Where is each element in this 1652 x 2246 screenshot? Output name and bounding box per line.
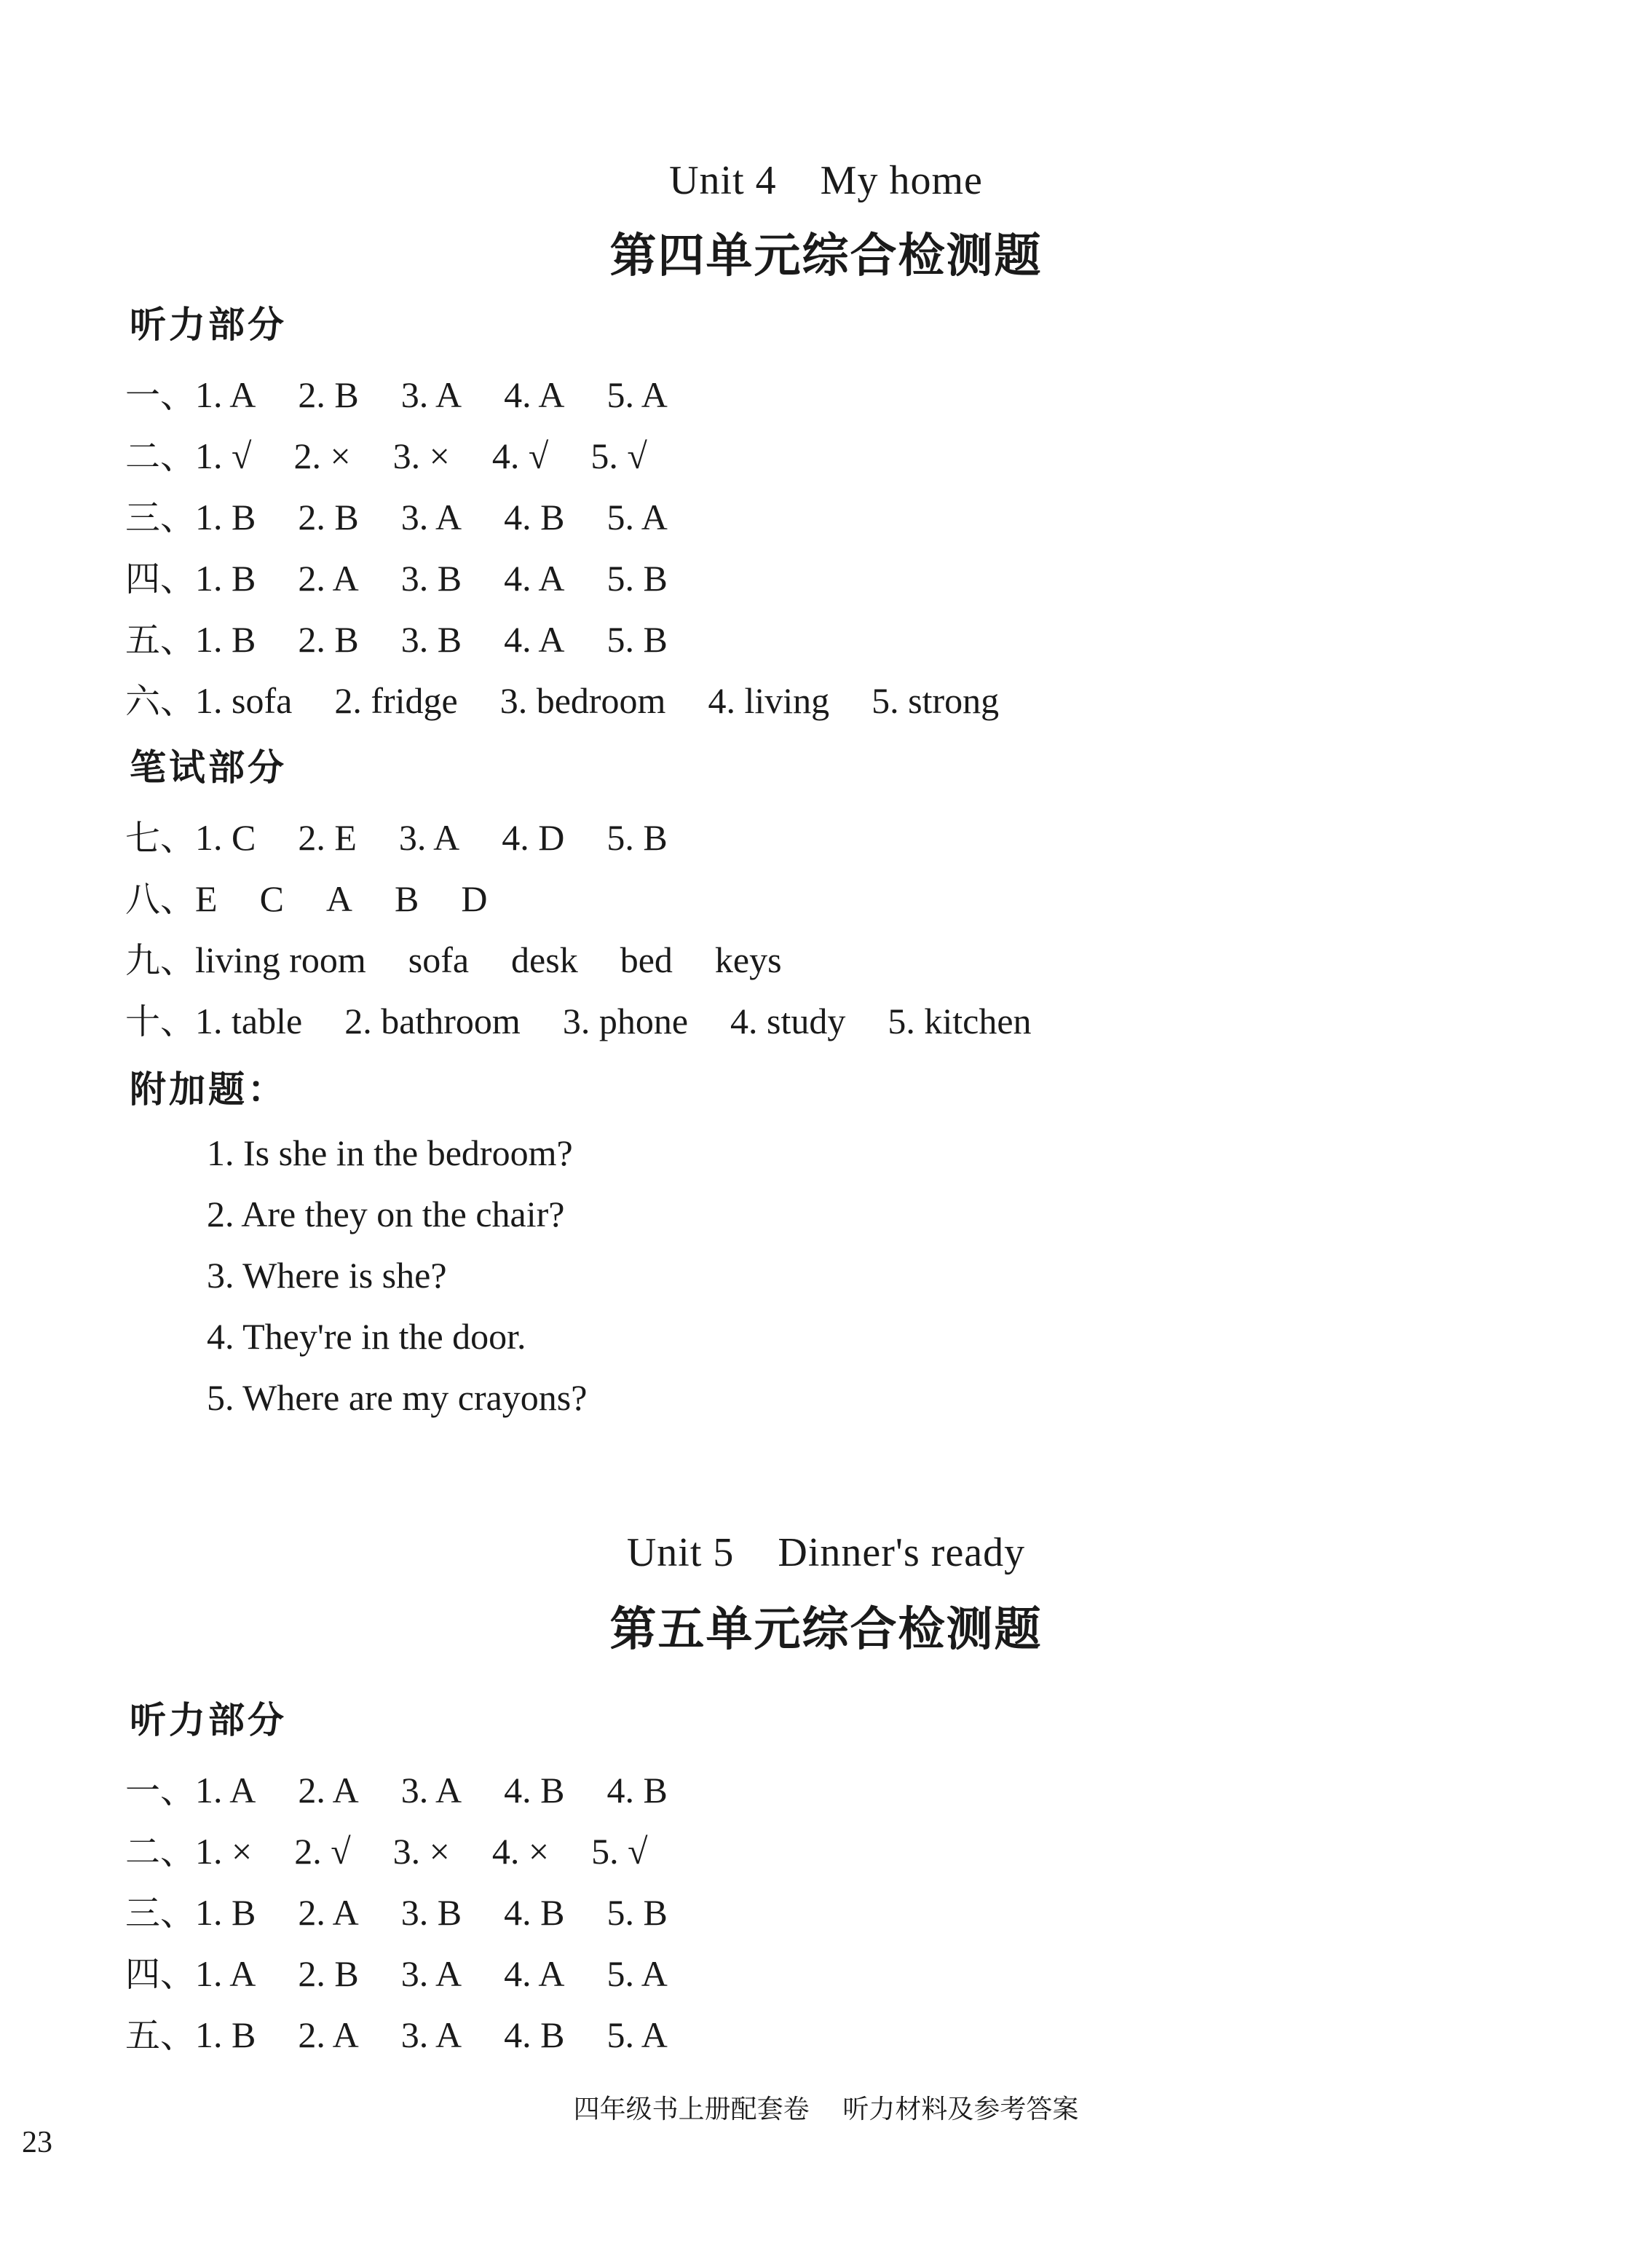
answer-row (125, 1885, 710, 1936)
answer-item: 2. bathroom (344, 1001, 521, 1041)
question-number: 二、 (125, 436, 196, 477)
answer-item: 3. bedroom (499, 680, 666, 721)
extra-answer: 4. They're in the door. (207, 1316, 526, 1357)
unit4-written-header: 笔试部分 (130, 746, 287, 789)
answer-row (125, 810, 710, 861)
answer-item: sofa (408, 939, 470, 980)
answer-item: 1. B (195, 558, 256, 599)
answer-item: 4. × (491, 1831, 550, 1872)
answer-item: 2. × (293, 436, 351, 476)
question-number: 三、 (125, 1893, 196, 1934)
answer-item: 1. A (195, 1770, 256, 1810)
question-number: 六、 (125, 681, 196, 722)
answer-item: 2. A (298, 1770, 359, 1810)
answer-item: 5. B (606, 1892, 668, 1933)
answer-item: desk (511, 939, 578, 980)
unit5-title-en: Unit 5 Dinner's ready (626, 1530, 1026, 1575)
answer-item: C (259, 878, 284, 919)
answer-row (125, 1762, 710, 1813)
question-number: 四、 (125, 1954, 196, 1995)
answer-item: 5. A (606, 2014, 668, 2055)
unit4-title-cn: 第四单元综合检测题 (609, 229, 1043, 283)
answer-item: 5. A (606, 1953, 668, 1994)
answer-item: 3. A (400, 1953, 462, 1994)
answer-item: 1. B (195, 619, 256, 660)
extra-answer: 2. Are they on the chair? (207, 1194, 565, 1234)
answer-item: 5. B (606, 619, 668, 660)
question-number: 三、 (125, 497, 196, 538)
answer-row (125, 871, 530, 922)
answer-item: 4. A (504, 1953, 565, 1994)
answer-item: 3. × (392, 1831, 450, 1872)
answer-row (125, 2007, 710, 2058)
answer-item: 4. A (504, 558, 565, 599)
answer-item: 1. B (195, 497, 256, 537)
answer-item: 2. E (298, 817, 357, 858)
answer-item: 1. B (195, 1892, 256, 1933)
unit4-title-en: Unit 4 My home (669, 158, 983, 203)
answer-item: 3. B (400, 558, 462, 599)
answer-item: 2. B (298, 1953, 359, 1994)
extra-answer: 3. Where is she? (207, 1255, 447, 1296)
answer-row (125, 1946, 710, 1997)
answer-item: 1. √ (195, 436, 252, 476)
question-number: 八、 (125, 879, 196, 920)
answer-item: 5. kitchen (888, 1001, 1032, 1041)
answer-row (125, 489, 710, 540)
question-number: 一、 (125, 375, 196, 416)
answer-item: 5. A (606, 497, 668, 537)
question-number: 四、 (125, 559, 196, 599)
answer-item: 1. A (195, 374, 256, 415)
page-footer: 四年级书上册配套卷 听力材料及参考答案 (573, 2095, 1079, 2124)
answer-item: 1. sofa (195, 680, 293, 721)
question-number: 七、 (125, 818, 196, 859)
question-number: 一、 (125, 1770, 196, 1811)
answer-item: living room (195, 939, 366, 980)
answer-row (125, 612, 710, 663)
answer-item: 2. B (298, 619, 359, 660)
answer-item: 3. B (400, 1892, 462, 1933)
answer-item: 2. A (298, 2014, 359, 2055)
answer-row (125, 932, 824, 983)
question-number: 二、 (125, 1832, 196, 1872)
answer-item: 3. A (400, 374, 462, 415)
answer-item: 4. living (708, 680, 830, 721)
answer-item: 4. A (504, 374, 565, 415)
answer-row (125, 428, 689, 479)
answer-item: 5. B (606, 817, 668, 858)
unit4-extra-header: 附加题： (130, 1068, 287, 1111)
unit5-title-cn: 第五单元综合检测题 (609, 1603, 1043, 1657)
answer-row (125, 551, 710, 602)
answer-item: B (395, 878, 419, 919)
answer-item: 5. √ (591, 1831, 648, 1872)
answer-item: A (325, 878, 353, 919)
question-number: 九、 (125, 940, 196, 981)
answer-item: 4. B (504, 497, 565, 537)
answer-item: 4. A (504, 619, 565, 660)
answer-item: 4. D (502, 817, 565, 858)
answer-item: 3. phone (562, 1001, 689, 1041)
answer-item: 2. B (298, 497, 359, 537)
answer-item: 3. A (398, 817, 460, 858)
answer-item: 3. A (400, 1770, 462, 1810)
answer-item: 5. √ (590, 436, 647, 476)
page-number: 23 (22, 2126, 52, 2159)
answer-item: 1. B (195, 2014, 256, 2055)
extra-answer: 1. Is she in the bedroom? (207, 1132, 573, 1173)
answer-item: 2. fridge (334, 680, 458, 721)
answer-item: D (461, 878, 488, 919)
answer-item: 2. A (298, 558, 359, 599)
extra-answer: 5. Where are my crayons? (207, 1377, 588, 1418)
question-number: 五、 (125, 620, 196, 661)
unit5-listening-header: 听力部分 (130, 1699, 287, 1741)
answer-item: 3. × (392, 436, 450, 476)
answer-item: E (195, 878, 218, 919)
answer-item: 3. A (400, 2014, 462, 2055)
answer-item: 5. A (606, 374, 668, 415)
answer-item: 4. √ (491, 436, 549, 476)
answer-item: 1. A (195, 1953, 256, 1994)
answer-item: keys (714, 939, 782, 980)
answer-item: 2. √ (294, 1831, 351, 1872)
answer-item: 2. A (298, 1892, 359, 1933)
answer-item: 4. B (504, 1770, 565, 1810)
answer-row (125, 993, 1074, 1044)
answer-item: 2. B (298, 374, 359, 415)
question-number: 十、 (125, 1001, 196, 1042)
unit4-listening-header: 听力部分 (130, 304, 287, 346)
answer-item: 3. A (400, 497, 462, 537)
answer-item: 1. table (195, 1001, 303, 1041)
answer-item: 4. B (504, 2014, 565, 2055)
answer-row (125, 1824, 690, 1875)
answer-row (125, 673, 1041, 724)
question-number: 五、 (125, 2015, 196, 2056)
answer-item: bed (620, 939, 673, 980)
answer-item: 1. × (195, 1831, 253, 1872)
answer-item: 4. B (504, 1892, 565, 1933)
answer-item: 4. study (730, 1001, 846, 1041)
answer-item: 5. B (606, 558, 668, 599)
answer-item: 3. B (400, 619, 462, 660)
answer-row (125, 367, 710, 418)
answer-item: 5. strong (872, 680, 1000, 721)
answer-item: 4. B (606, 1770, 668, 1810)
answer-item: 1. C (195, 817, 256, 858)
